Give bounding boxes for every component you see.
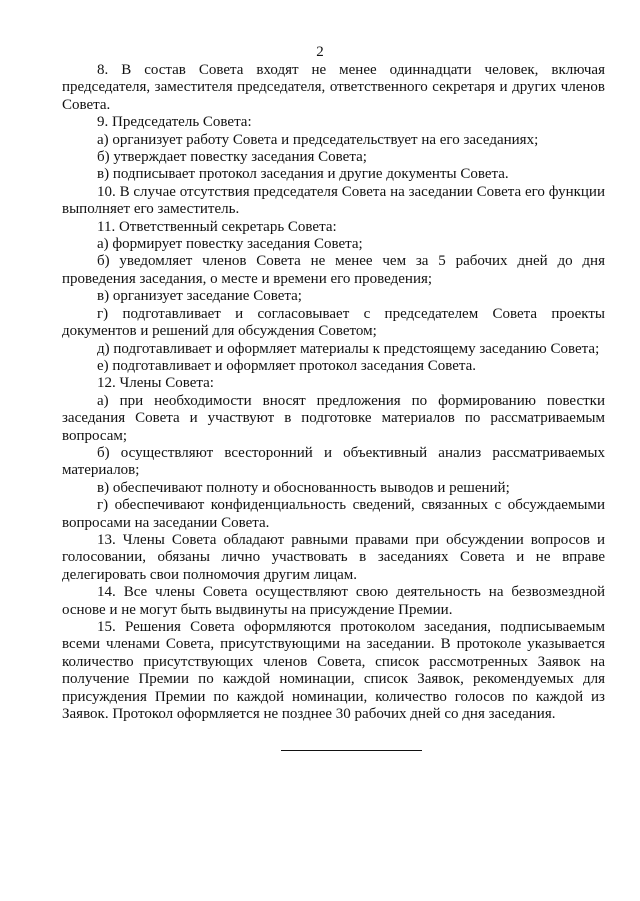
paragraph-9: 9. Председатель Совета: [97,114,252,131]
paragraph-11e: д) подготавливает и оформляет материалы к предстоящему заседанию Совета; [97,340,600,357]
paragraph-11d: г) подготавливает и согласовывает с председателем Совета проекты документов и решений для обсуждения Советом; [62,305,605,340]
paragraph-12d: г) обеспечивают конфиденциальность сведений, связанных с обсуждаемыми вопросами на заседании Совета. [62,497,605,531]
paragraph-8: 8. В состав Совета входят не менее одиннадцати человек, включая председателя, заместителя председателя, ответственного секретаря и других членов Совета. [62,62,605,113]
paragraph-11: 11. Ответственный секретарь Совета: [97,218,337,235]
paragraph-11a: а) формирует повестку заседания Совета; [97,236,363,253]
paragraph-10: 10. В случае отсутствия председателя Совета на заседании Совета его функции выполняет его заместитель. [62,183,605,218]
paragraph-14: 14. Все члены Совета осуществляют свою деятельность на безвозмездной основе и не могут быть выдвинуты на присуждение Премии. [62,584,605,618]
paragraph-11f: е) подготавливает и оформляет протокол заседания Совета. [97,357,477,374]
paragraph-9b: б) утверждает повестку заседания Совета; [97,149,367,166]
paragraph-13: 13. Члены Совета обладают равными правами при обсуждении вопросов и голосовании, обязаны лично участвовать в заседаниях Совета и не вправе делегировать свои полномочия другим лицам. [62,531,605,583]
paragraph-9c: в) подписывает протокол заседания и другие документы Совета. [97,166,509,183]
paragraph-9a: а) организует работу Совета и председательствует на его заседаниях; [97,131,539,148]
paragraph-12: 12. Члены Совета: [97,375,214,392]
end-divider [281,750,422,751]
paragraph-12c: в) обеспечивают полноту и обоснованность выводов и решений; [97,479,510,496]
document-body [62,62,605,723]
paragraph-12a: а) при необходимости вносят предложения по формированию повестки заседания Совета и участвуют в подготовке материалов по рассматриваемым вопросам; [62,392,605,444]
page-number: 2 [316,44,324,60]
paragraph-15: 15. Решения Совета оформляются протоколом заседания, подписываемым всеми членами Совета, присутствующими на заседании. В протоколе указывается количество присутствующих членов Совета, список рассмотренных Заявок на получение Премии по каждой номинации, список Заявок, рекомендуемых для присуждения Премии по каждой номинации, количество голосов по каждой из Заявок. Протокол оформляется не позднее 30 рабочих дней со дня заседания. [62,619,605,723]
paragraph-12b: б) осуществляют всесторонний и объективный анализ рассматриваемых материалов; [62,444,605,479]
paragraph-11c: в) организует заседание Совета; [97,288,302,305]
paragraph-11b: б) уведомляет членов Совета не менее чем за 5 рабочих дней до дня проведения заседания, о месте и времени его проведения; [62,253,605,287]
